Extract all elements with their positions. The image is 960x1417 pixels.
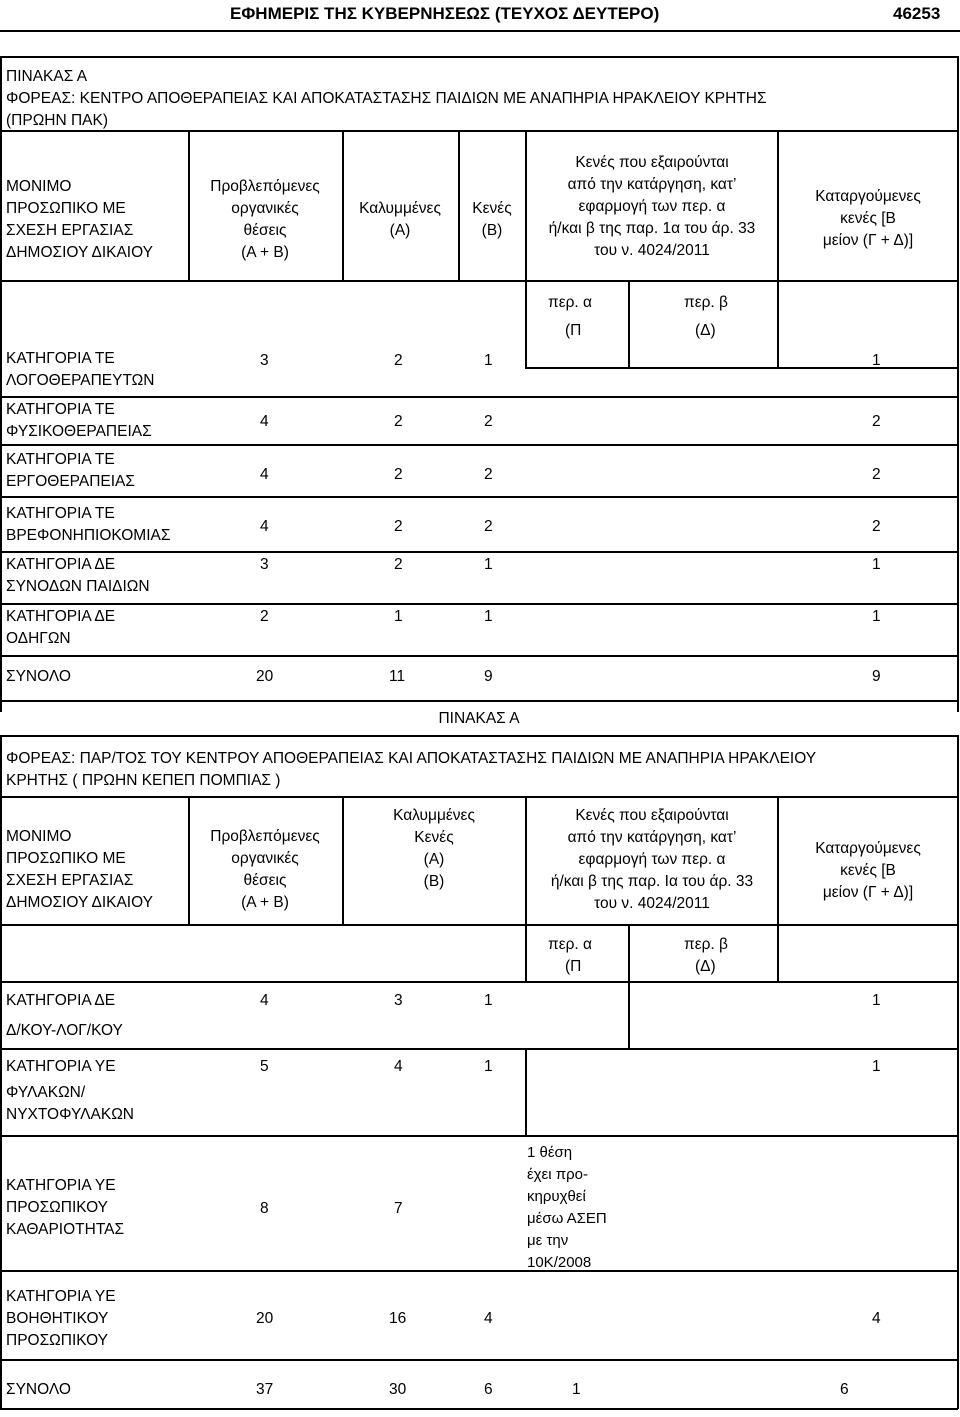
table-2-agency: ΦΟΡΕΑΣ: ΠΑΡ/ΤΟΣ ΤΟΥ ΚΕΝΤΡΟΥ ΑΠΟΘΕΡΑΠΕΙΑΣ ΚΑΙ ΑΠΟΚΑΤΑΣΤΑΣΗΣ ΠΑΙΔΙΩΝ ΜΕ ΑΝΑΠΗΡΙΑ ΗΡΑΚΛΕΙΟΥ [6, 750, 817, 767]
header-rule [0, 30, 960, 32]
t2-header-staff-type: ΜΟΝΙΜΟ ΠΡΟΣΩΠΙΚΟ ΜΕ ΣΧΕΣΗ ΕΡΓΑΣΙΑΣ ΔΗΜΟΣΙΟΥ ΔΙΚΑΙΟΥ [6, 828, 154, 911]
note-asep: 1 θέση έχει προ- κηρυχθεί μέσω ΑΣΕΠ με την 10Κ/2008 [527, 1144, 607, 1271]
t1-header-exempt-vacant: Κενές που εξαιρούνται από την κατάργηση, κατ’ εφαρμογή των περ. α ή/και β της παρ. 1α του άρ. 33 του ν. 4024/2011 [548, 154, 756, 259]
t2-sub-per-b: περ. β (Δ) [684, 936, 728, 975]
page-number: 46253 [893, 4, 941, 23]
t2-header-planned-positions: Προβλεπόμενες οργανικές θέσεις (Α + Β) [210, 828, 320, 911]
table-1-title: ΠΙΝΑΚΑΣ Α [6, 68, 88, 85]
t2-sub-per-a: περ. α (Π [548, 936, 592, 975]
t1-header-filled: Καλυμμένες (Α) [359, 200, 441, 239]
t1-header-staff-type: ΜΟΝΙΜΟ ΠΡΟΣΩΠΙΚΟ ΜΕ ΣΧΕΣΗ ΕΡΓΑΣΙΑΣ ΔΗΜΟΣΙΟΥ ΔΙΚΑΙΟΥ [6, 178, 154, 261]
gazette-title: ΕΦΗΜΕΡΙΣ ΤΗΣ ΚΥΒΕΡΝΗΣΕΩΣ (ΤΕΥΧΟΣ ΔΕΥΤΕΡΟ) [230, 4, 660, 23]
t2-header-filled-vacant: Καλυμμένες Κενές (Α) (Β) [393, 807, 475, 890]
t1-header-abolished: Καταργούμενες κενές [Β μείον (Γ + Δ)] [815, 188, 921, 249]
t1-sub-per-b: περ. β (Δ) [684, 294, 728, 339]
t1-header-vacant: Κενές (Β) [472, 200, 512, 239]
t2-header-abolished: Καταργούμενες κενές [Β μείον (Γ + Δ)] [815, 840, 921, 901]
t2-header-exempt-vacant: Κενές που εξαιρούνται από την κατάργηση, κατ’ εφαρμογή των περ. α ή/και β της παρ. Ια του άρ. 33 του ν. 4024/2011 [550, 807, 754, 912]
table-2-title: ΠΙΝΑΚΑΣ Α [438, 710, 520, 727]
t1-sub-per-a: περ. α (Π [548, 294, 592, 339]
table-1-agency-line2: (ΠΡΩΗΝ ΠΑΚ) [6, 112, 109, 129]
table-2-agency-line2: ΚΡΗΤΗΣ ( ΠΡΩΗΝ ΚΕΠΕΠ ΠΟΜΠΙΑΣ ) [6, 772, 281, 789]
table-1-agency: ΦΟΡΕΑΣ: ΚΕΝΤΡΟ ΑΠΟΘΕΡΑΠΕΙΑΣ ΚΑΙ ΑΠΟΚΑΤΑΣΤΑΣΗΣ ΠΑΙΔΙΩΝ ΜΕ ΑΝΑΠΗΡΙΑ ΗΡΑΚΛΕΙΟΥ ΚΡΗΤΗΣ [6, 90, 767, 107]
t1-header-planned-positions: Προβλεπόμενες οργανικές θέσεις (Α + Β) [210, 178, 320, 261]
